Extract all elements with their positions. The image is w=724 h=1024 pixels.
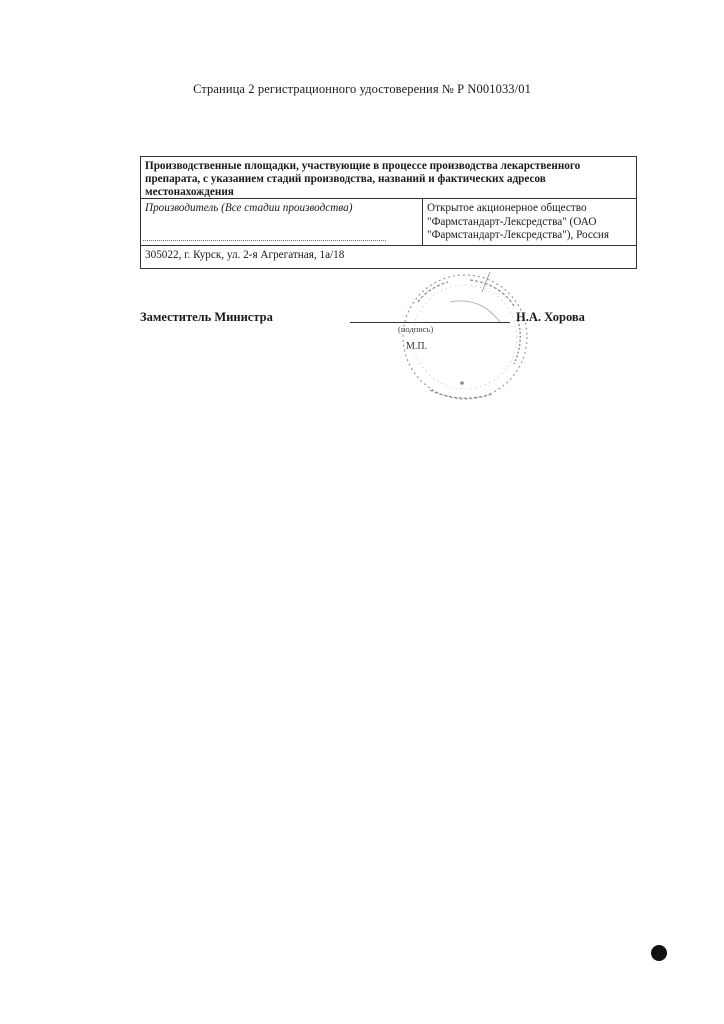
dotted-underline <box>143 240 386 241</box>
producer-role: Производитель (Все стадии производства) <box>145 202 353 214</box>
producer-role-cell <box>141 199 423 245</box>
producer-name-line1: Открытое акционерное общество <box>427 202 587 214</box>
signature-block <box>140 308 640 408</box>
signature-caption: (подпись) <box>398 324 434 334</box>
producer-name-cell <box>423 199 636 245</box>
signature-line <box>350 322 510 323</box>
signatory-position: Заместитель Министра <box>140 310 273 324</box>
producer-name-line2: "Фармстандарт-Лексредства" (ОАО <box>427 215 597 228</box>
producer-row <box>141 199 636 246</box>
producer-name-line3: "Фармстандарт-Лексредства"), Россия <box>427 229 609 241</box>
table-heading: Производственные площадки, участвующие в процессе производства лекарственного препарата, с указанием стадий производства, названий и фактических адресов местонахождения <box>141 157 636 199</box>
page-header: Страница 2 регистрационного удостоверения № Р N001033/01 <box>193 82 531 96</box>
producer-address: 305022, г. Курск, ул. 2-я Агрегатная, 1а/18 <box>145 249 345 261</box>
manufacturing-sites-table <box>140 156 637 269</box>
corner-mark <box>651 945 667 961</box>
seal-placeholder: М.П. <box>406 341 428 352</box>
signatory-name: Н.А. Хорова <box>516 310 585 324</box>
address-row <box>141 246 636 268</box>
